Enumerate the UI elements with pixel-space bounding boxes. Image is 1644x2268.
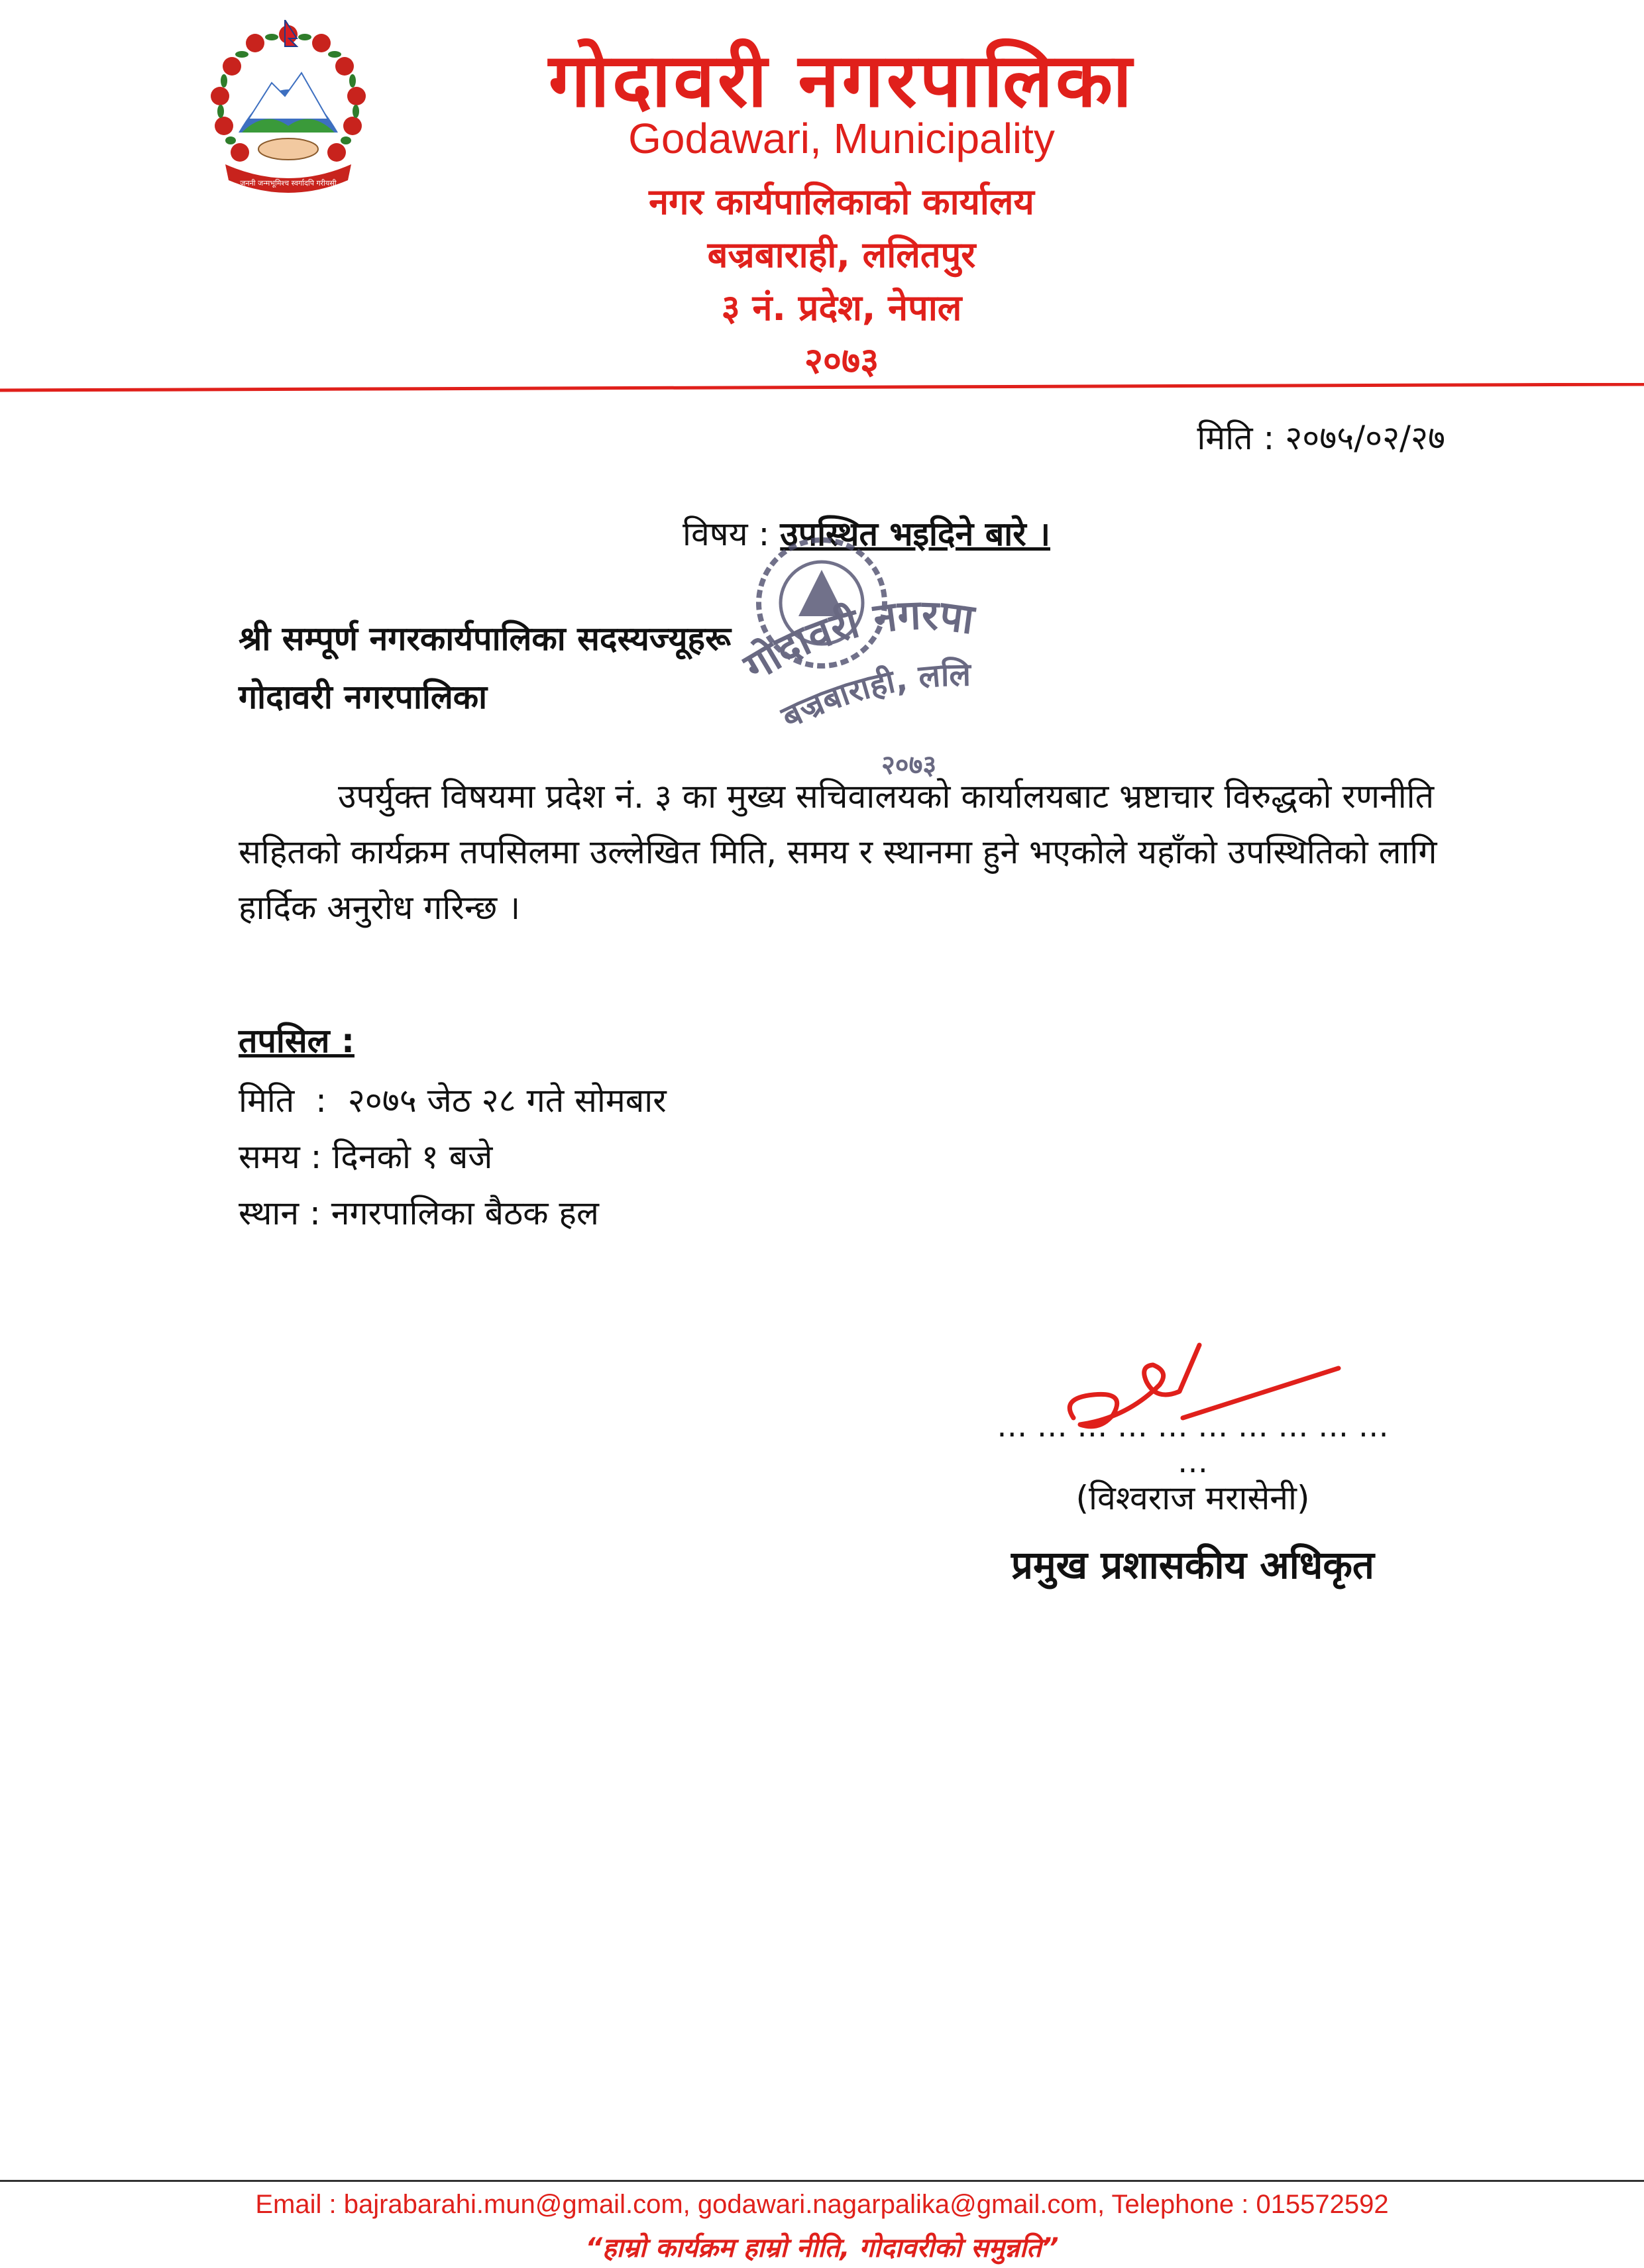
- municipality-name-nepali: गोदावरी नगरपालिका: [548, 38, 1135, 124]
- detail-row-time: [239, 1133, 492, 1178]
- footer-divider: [0, 2180, 1644, 2182]
- addressee-line-2: गोदावरी नगरपालिका: [239, 678, 488, 716]
- stamp-year: २०७३: [881, 750, 937, 781]
- stamp-location: बज्रबाराही, ललि: [776, 656, 971, 736]
- addressee: [239, 610, 731, 726]
- detail-label: मिति :: [239, 1081, 327, 1120]
- office-stamp: [729, 530, 1007, 782]
- detail-value: २०७५ जेठ २८ गते सोमबार: [347, 1081, 667, 1120]
- letter-date: [1197, 414, 1445, 459]
- subject-text: उपस्थित भइदिने बारे ।: [780, 515, 1051, 553]
- signatory-name: (विश्वराज मरासेनी): [1075, 1479, 1310, 1517]
- office-location: बज्रबाराही, ललितपुर: [707, 234, 976, 276]
- header-divider: [0, 383, 1644, 392]
- government-emblem: [192, 20, 384, 199]
- detail-label: समय :: [239, 1138, 322, 1176]
- established-year: २०७३: [804, 340, 879, 382]
- detail-label: स्थान :: [239, 1194, 321, 1232]
- date-value: २०७५/०२/२७: [1285, 419, 1445, 457]
- letter-body: [239, 769, 1451, 936]
- addressee-line-1: श्री सम्पूर्ण नगरकार्यपालिका सदस्यज्यूहरू: [239, 620, 731, 658]
- footer-slogan: “हाम्रो कार्यक्रम हाम्रो नीति, गोदावरीको समुन्नति”: [585, 2233, 1059, 2263]
- office-name: नगर कार्यपालिकाको कार्यालय: [649, 181, 1034, 223]
- detail-value: नगरपालिका बैठक हल: [331, 1194, 599, 1232]
- body-paragraph: उपर्युक्त विषयमा प्रदेश नं. ३ का मुख्य सचिवालयको कार्यालयबाट भ्रष्टाचार विरुद्धको रणनीति सहितको कार्यक्रम तपसिलमा उल्लेखित मिति, समय र स्थानमा हुने भएकोले यहाँको उपस्थितिको लागि हार्दिक अनुरोध गरिन्छ ।: [239, 777, 1437, 927]
- detail-value: दिनको १ बजे: [332, 1138, 493, 1176]
- footer-contact: Email : bajrabarahi.mun@gmail.com, godawari.nagarpalika@gmail.com, Telephone : 015572592: [255, 2190, 1389, 2219]
- signatory-title: प्रमुख प्रशासकीय अधिकृत: [1011, 1542, 1374, 1588]
- detail-row-venue: [239, 1189, 599, 1234]
- details-heading: तपसिल :: [239, 1022, 355, 1060]
- subject-label: विषय :: [683, 515, 770, 553]
- province-country: ३ नं. प्रदेश, नेपाल: [721, 287, 962, 329]
- stamp-name: गोदावरी नगरपा: [736, 590, 977, 691]
- signature-dotted-line: … … … … … … … … … … …: [997, 1408, 1389, 1480]
- detail-row-date: [239, 1077, 667, 1122]
- emblem-motto: जननी जन्मभूमिश्च स्वर्गादपि गरीयसी: [240, 179, 337, 188]
- municipality-name-english: Godawari, Municipality: [628, 115, 1055, 162]
- date-label: मिति :: [1197, 419, 1275, 457]
